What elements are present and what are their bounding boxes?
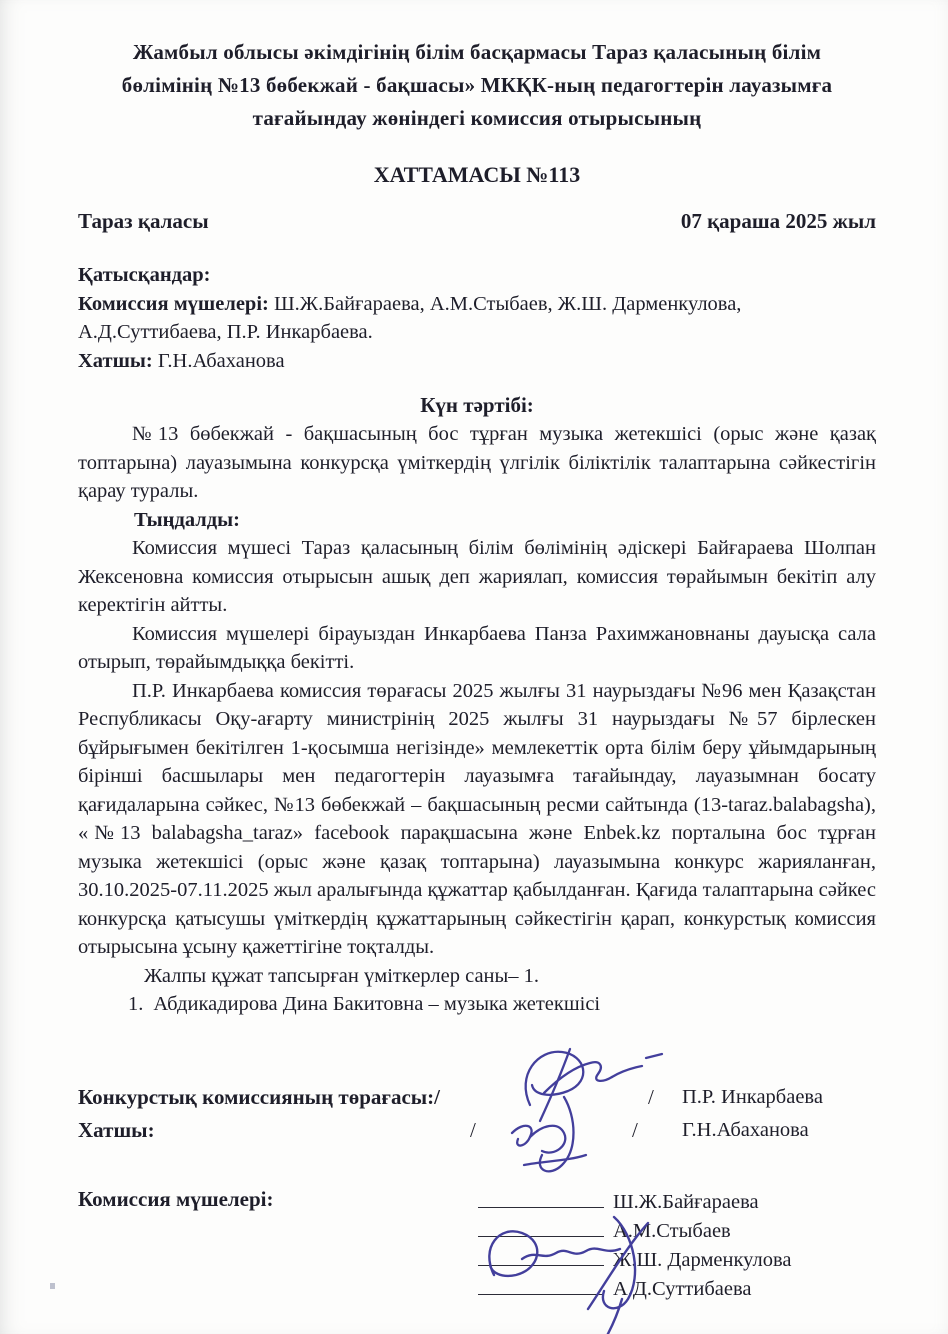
title-line-3: тағайындау жөніндегі комиссия отырысының: [252, 106, 702, 130]
chair-label: Конкурстық комиссияның төрағасы:/: [78, 1084, 440, 1109]
heard-paragraph-1: Комиссия мүшесі Тараз қаласының білім бөлімінің әдіскері Байғараева Шолпан Жексеновна комиссия отырысын ашық деп жариялап, комиссия төрайымын бекітіп алу керектігін айтты.: [78, 537, 876, 616]
city-date-row: [78, 207, 876, 235]
secretary-line: [78, 347, 876, 376]
signature-line: [478, 1216, 604, 1237]
slash-mark: /: [470, 1117, 476, 1142]
city-name: Тараз қаласы: [78, 209, 209, 233]
member-name: Ш.Ж.Байғараева: [613, 1190, 759, 1213]
document-title: [78, 36, 876, 135]
member-row: [478, 1216, 792, 1245]
candidate-item: [78, 990, 876, 1019]
members-list: Ш.Ж.Байғараева, А.М.Стыбаев, Ж.Ш. Дарменкулова, А.Д.Суттибаева, П.Р. Инкарбаева.: [78, 292, 742, 343]
agenda-block: [78, 420, 876, 1019]
protocol-number: ХАТТАМАСЫ №113: [373, 162, 581, 187]
secretary-signature-row: [78, 1114, 876, 1147]
title-line-1: Жамбыл облысы әкімдігінің білім басқармасы Тараз қаласының білім: [132, 40, 822, 64]
heard-paragraph-2: Комиссия мүшелері бірауыздан Инкарбаева Панза Рахимжановнаны дауысқа сала отырып, төрайымдыққа бекітті.: [78, 622, 876, 673]
participants-block: [78, 261, 876, 375]
participants-heading: Қатысқандар:: [78, 264, 211, 286]
agenda-heading: Күн тәртібі:: [420, 393, 534, 417]
signature-line: [478, 1245, 604, 1266]
commission-signatures-block: [78, 1187, 876, 1334]
signature-line: [478, 1274, 604, 1295]
member-name: А.М.Стыбаев: [613, 1219, 731, 1242]
secretary-sig-name: Г.Н.Абаханова: [682, 1118, 809, 1141]
slash-mark: /: [648, 1084, 654, 1109]
heard-heading: Тыңдалды:: [134, 508, 240, 531]
agenda-text: №13 бөбекжай - бақшасының бос тұрған музыка жетекшісі (орыс және қазақ топтарына) лауазымына конкурсқа үміткердің үлгілік біліктілік талаптарына сәйкестігін қарау туралы.: [78, 423, 876, 502]
candidate-text: Абдикадирова Дина Бакитовна – музыка жетекшісі: [153, 993, 601, 1015]
members-signature-label: Комиссия мүшелері:: [78, 1186, 274, 1211]
member-row: [478, 1245, 792, 1274]
slash-mark: /: [632, 1117, 638, 1142]
member-name: А.Д.Суттибаева: [613, 1277, 752, 1300]
secretary-label: Хатшы:: [78, 349, 153, 372]
member-row: [478, 1274, 792, 1303]
member-name: Ж.Ш. Дарменкулова: [613, 1248, 792, 1271]
members-label: Комиссия мүшелері:: [78, 292, 269, 315]
commission-members-line: [78, 290, 876, 347]
chair-name: П.Р. Инкарбаева: [682, 1085, 823, 1108]
member-row: [478, 1187, 792, 1216]
signature-block: [78, 1081, 876, 1153]
secretary-sig-label: Хатшы:: [78, 1117, 155, 1142]
signature-line: [478, 1187, 604, 1208]
member-signature-rows: [478, 1187, 792, 1303]
document-date: 07 қараша 2025 жыл: [680, 209, 876, 233]
heard-paragraph-3: П.Р. Инкарбаева комиссия төрағасы 2025 жылғы 31 наурыздағы №96 мен Қазақстан Республикасы Оқу-ағарту министрінің 2025 жылғы 31 наурыздағы №57 бірлескен бұйрығымен бекітілген 1-қосымша негізінде» мемлекеттік орта білім беру ұйымдарының бірінші басшылары мен педагогтерін лауазымға тағайындау, лауазымнан босату қағидаларына сәйкес, №13 бөбекжай – бақшасының ресми сайтында (13-taraz.balabagsha), «№13 balabagsha_taraz» facebook парақшасына және Enbek.kz порталына бос тұрған музыка жетекшісі (орыс және қазақ топтарына) лауазымына конкурс жарияланған, 30.10.2025-07.11.2025 жыл аралығында құжаттар қабылданған. Қағида талаптарына сәйкес конкурсқа қатысушы үміткердің құжаттарының сәйкестігін қарап, конкурстық комиссия отырысына ұсыну қажеттігіне тоқталды.: [78, 679, 876, 958]
candidate-number: 1.: [128, 993, 144, 1015]
chair-signature-row: [78, 1081, 876, 1114]
scan-artifact: [50, 1283, 55, 1289]
title-line-2: бөлімінің №13 бөбекжай - бақшасы» МКҚК-ның педагогтерін лауазымға: [121, 73, 833, 97]
total-candidates-line: Жалпы құжат тапсырған үміткерлер саны– 1.: [144, 964, 540, 987]
secretary-name: Г.Н.Абаханова: [157, 349, 285, 372]
